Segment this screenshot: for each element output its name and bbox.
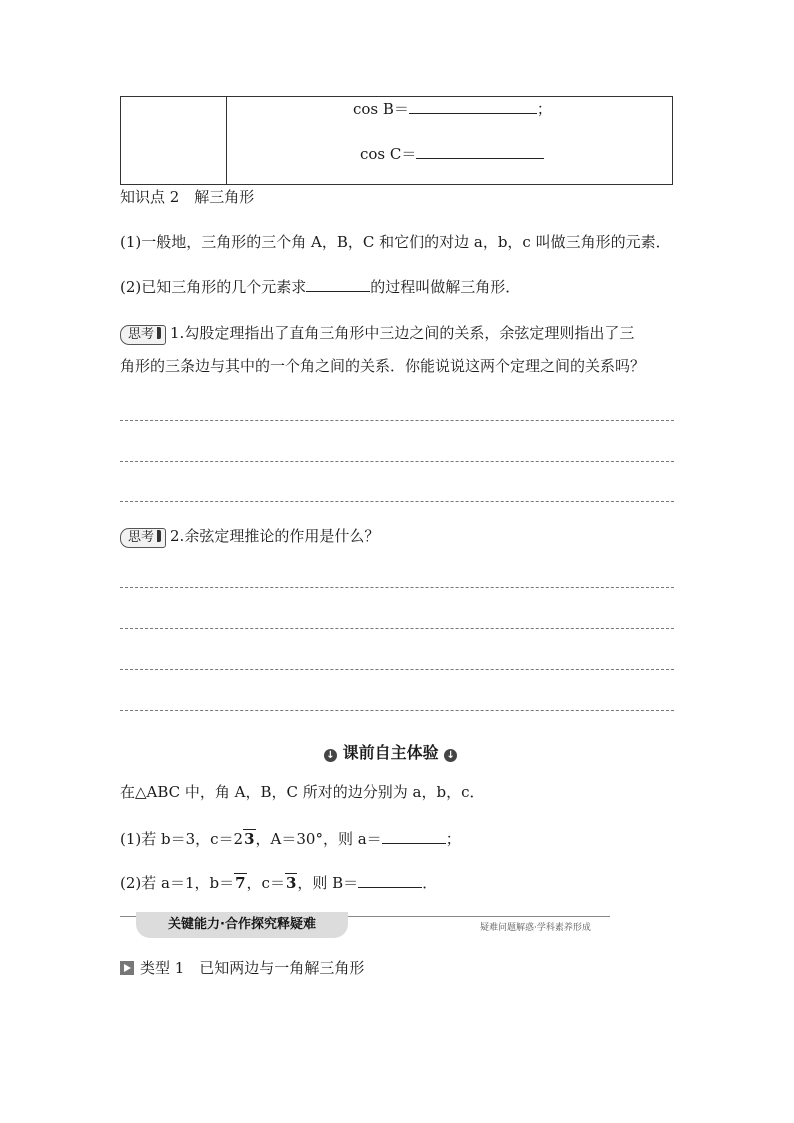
answer-line[interactable] [120,710,674,711]
kp2-item2-blank[interactable] [306,276,370,292]
think2-line [120,526,379,548]
banner-subtitle: 疑难问题解惑·学科素养形成 [480,923,591,933]
answer-line[interactable] [120,628,674,629]
q2-tail: ． [422,874,438,892]
preview-heading [324,740,457,763]
preview-title: 课前自主体验 [342,743,439,762]
down-arrow-icon: ↓ [324,749,337,762]
q2-text-a: (2)若 a＝1，b＝ [120,874,235,892]
q1-blank[interactable] [382,828,446,844]
play-icon [120,961,134,975]
cosC-row [360,143,544,164]
q1-sqrt: 3 [244,830,255,848]
kp2-item2 [120,276,520,297]
think1-text1: 1.勾股定理指出了直角三角形中三边之间的关系，余弦定理则指出了三 [170,324,635,342]
q2-sqrt-2: 3 [285,874,297,892]
cosB-tail: ； [536,100,552,118]
kp2-item2-pre: (2)已知三角形的几个元素求 [120,278,307,296]
kp2-item1: (1)一般地，三角形的三个角 A，B，C 和它们的对边 a，b，c 叫做三角形的元素． [120,233,671,251]
type1-heading [120,958,364,978]
answer-line[interactable] [120,461,674,462]
think-badge: 思考 [120,325,166,345]
banner-tab: 关键能力·合作探究释疑难 [136,912,348,938]
think1-line2: 角形的三条边与其中的一个角之间的关系．你能说说这两个定理之间的关系吗？ [120,357,646,375]
down-arrow-icon: ↓ [444,749,457,762]
table-divider [226,96,227,185]
cosB-label: cos B＝ [353,100,409,118]
q2-text-c: ，则 B＝ [297,874,359,892]
think2-text: 2.余弦定理推论的作用是什么？ [170,527,380,545]
think-badge: 思考 [120,528,166,548]
answer-line[interactable] [120,501,674,502]
type1-label: 类型 1 已知两边与一角解三角形 [140,959,365,977]
answer-line[interactable] [120,587,674,588]
cosC-blank[interactable] [416,143,544,159]
cosB-blank[interactable] [409,98,537,114]
q2-sqrt-1: 7 [235,874,246,892]
preview-q1 [120,828,461,849]
think1-line1 [120,323,634,345]
q2-text-b: ，c＝ [246,874,285,892]
q1-text-b: ，A＝30°，则 a＝ [255,830,382,848]
kp2-item2-post: 的过程叫做解三角形． [370,278,521,296]
preview-intro: 在△ABC 中，角 A，B，C 所对的边分别为 a，b，c． [120,783,485,801]
q2-blank[interactable] [358,872,422,888]
cosC-label: cos C＝ [360,145,417,163]
answer-line[interactable] [120,669,674,670]
cosB-row [353,98,552,119]
answer-line[interactable] [120,420,674,421]
q1-tail: ； [445,830,461,848]
kp2-title: 知识点 2 解三角形 [120,188,255,206]
preview-q2 [120,872,437,893]
q1-text-a: (1)若 b＝3，c＝2 [120,830,244,848]
